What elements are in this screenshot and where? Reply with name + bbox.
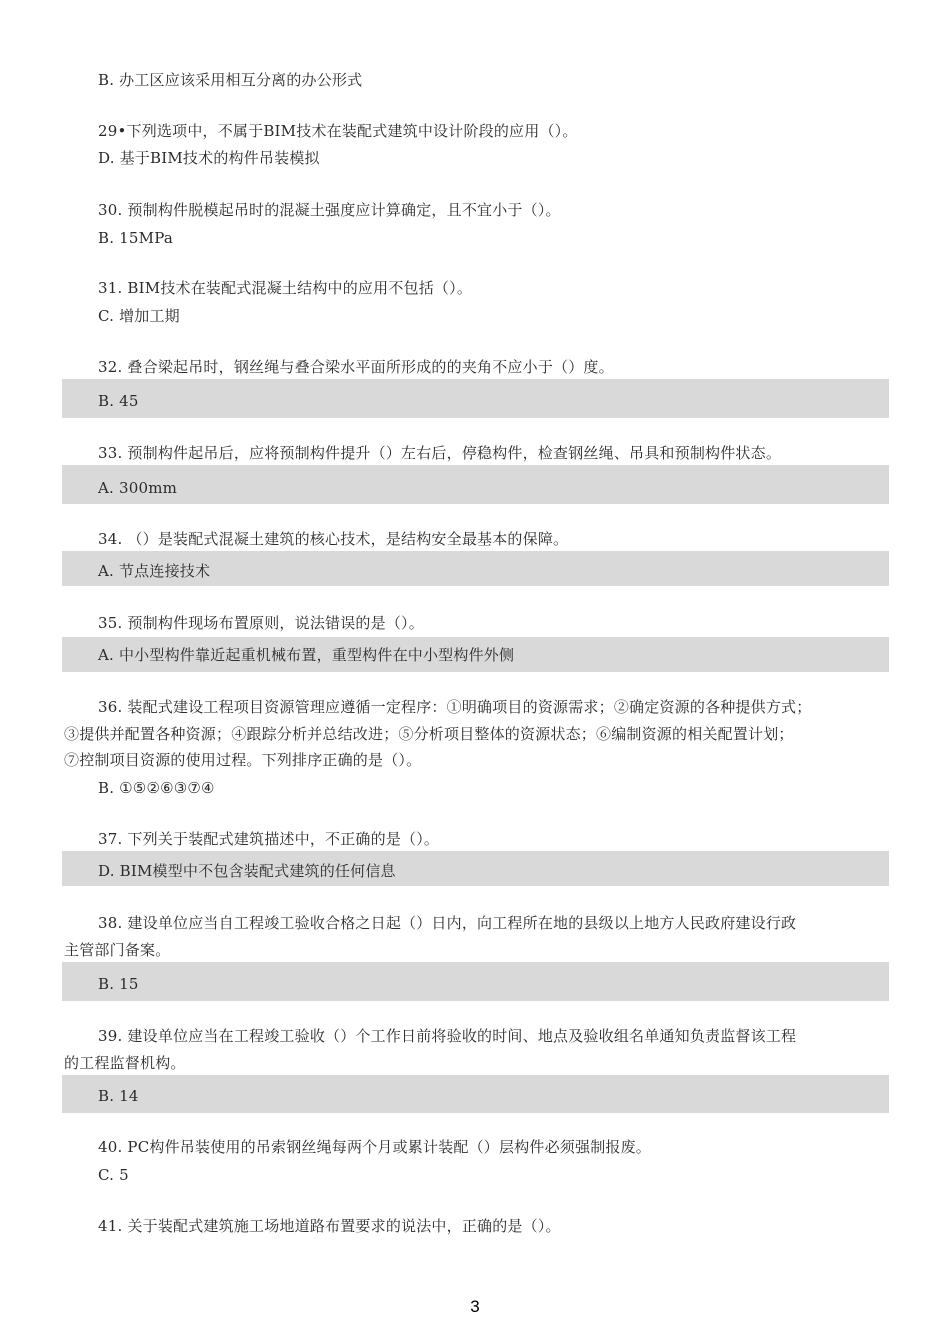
answer-line: D. BIM模型中不包含装配式建筑的任何信息	[98, 862, 396, 880]
question-line: 41. 关于装配式建筑施工场地道路布置要求的说法中，正确的是（）。	[98, 1217, 561, 1235]
question-line: 38. 建设单位应当自工程竣工验收合格之日起（）日内，向工程所在地的县级以上地方人民政府建设行政	[98, 914, 797, 932]
answer-line: B. 14	[98, 1087, 139, 1105]
answer-line: C. 增加工期	[98, 307, 180, 325]
answer-line: A. 中小型构件靠近起重机械布置，重型构件在中小型构件外侧	[98, 646, 515, 664]
question-line: 33. 预制构件起吊后，应将预制构件提升（）左右后，停稳构件，检查钢丝绳、吊具和预制构件状态。	[98, 444, 782, 462]
answer-line: A. 300mm	[98, 479, 178, 497]
answer-line: B. 办工区应该采用相互分离的办公形式	[98, 71, 363, 89]
question-line: 的工程监督机构。	[64, 1054, 186, 1072]
question-line: 35. 预制构件现场布置原则，说法错误的是（）。	[98, 614, 424, 632]
answer-line: B. 45	[98, 392, 139, 410]
question-line: ③提供并配置各种资源；④跟踪分析并总结改进；⑤分析项目整体的资源状态；⑥编制资源的相关配置计划；	[64, 725, 794, 743]
question-line: 主管部门备案。	[64, 941, 171, 959]
answer-highlight-39	[62, 1075, 889, 1113]
answer-highlight-38	[62, 962, 889, 1001]
question-line: 31. BIM技术在装配式混凝土结构中的应用不包括（）。	[98, 279, 473, 297]
question-line: 40. PC构件吊装使用的吊索钢丝绳每两个月或累计装配（）层构件必须强制报废。	[98, 1138, 651, 1156]
answer-line: B. ①⑤②⑥③⑦④	[98, 779, 215, 797]
question-line: 30. 预制构件脱模起吊时的混凝土强度应计算确定，且不宜小于（）。	[98, 201, 561, 219]
answer-line: B. 15	[98, 975, 139, 993]
answer-line: A. 节点连接技术	[98, 562, 211, 580]
question-line: 32. 叠合梁起吊时，钢丝绳与叠合梁水平面所形成的的夹角不应小于（）度。	[98, 358, 614, 376]
answer-line: C. 5	[98, 1166, 129, 1184]
answer-line: D. 基于BIM技术的构件吊装模拟	[98, 149, 320, 167]
question-line: 34. （）是装配式混凝土建筑的核心技术，是结构安全最基本的保障。	[98, 530, 569, 548]
question-line: ⑦控制项目资源的使用过程。下列排序正确的是（）。	[64, 751, 422, 769]
answer-line: B. 15MPa	[98, 229, 173, 247]
answer-highlight-33	[62, 465, 889, 504]
answer-highlight-32	[62, 379, 889, 418]
question-line: 29•下列选项中，不属于BIM技术在装配式建筑中设计阶段的应用（）。	[98, 122, 578, 140]
question-line: 39. 建设单位应当在工程竣工验收（）个工作日前将验收的时间、地点及验收组名单通知负责监督该工程	[98, 1027, 797, 1045]
question-line: 36. 装配式建设工程项目资源管理应遵循一定程序：①明确项目的资源需求；②确定资源的各种提供方式；	[98, 698, 812, 716]
page-number: 3	[470, 1297, 480, 1316]
question-line: 37. 下列关于装配式建筑描述中，不正确的是（）。	[98, 830, 440, 848]
